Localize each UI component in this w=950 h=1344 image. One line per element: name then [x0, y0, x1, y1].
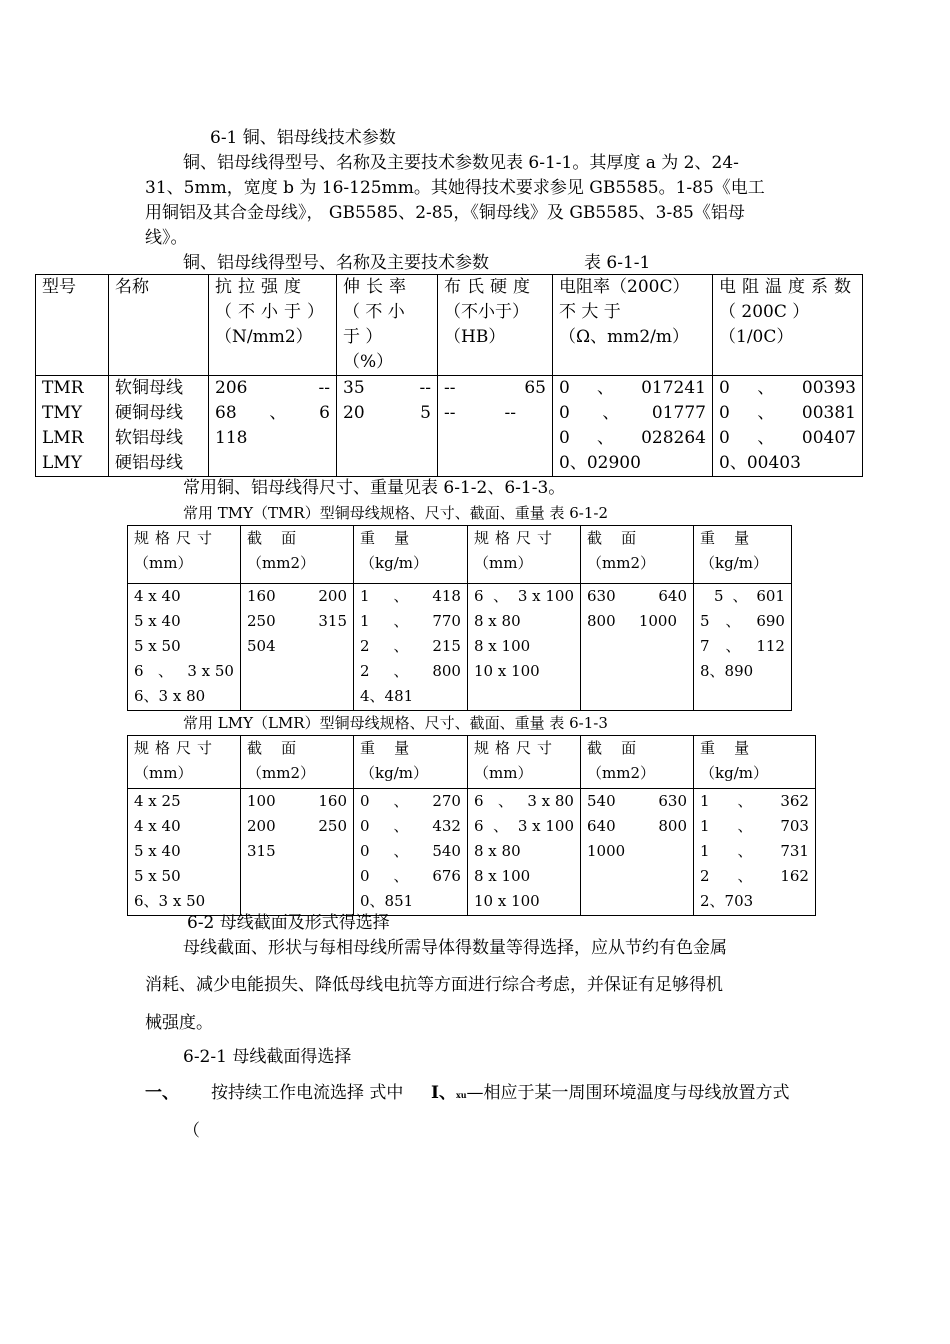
col-hardness: -- 65 -- -- — [438, 376, 553, 477]
table1-body-row — [36, 376, 863, 477]
sizes-note: 常用铜、铝母线得尺寸、重量见表 6-1-2、6-1-3。 — [183, 478, 566, 498]
subsection-heading: 6-2-1 母线截面得选择 — [183, 1047, 352, 1067]
table2-body-row — [128, 584, 792, 711]
t2-col-weight: 1 、 418 1 、 770 2 、 215 2 、 800 4、481 — [354, 584, 468, 711]
table1-caption: 铜、铝母线得型号、名称及主要技术参数 — [183, 253, 489, 273]
item-1-symbol: I、 — [431, 1083, 456, 1103]
tech-params-table — [35, 274, 863, 477]
item-1-text: 按持续工作电流选择 式中 — [211, 1083, 404, 1103]
aluminum-busbar-table — [127, 735, 816, 916]
t3-header-weight-2: 重 量 （kg/m） — [694, 736, 816, 789]
trailing-paren: （ — [183, 1121, 200, 1141]
col-model: TMR TMY LMR LMY — [36, 376, 109, 477]
intro-line-3: 用铜铝及其合金母线》， GB5585、2-85，《铜母线》及 GB5585、3-85《铝母 — [145, 203, 745, 223]
col-resistivity: 0 、 017241 0 、 01777 0 、 028264 0、02900 — [553, 376, 713, 477]
header-elongation: 伸长率 （ 不 小 于 ） （%） — [337, 275, 438, 376]
section2-para-line-1: 母线截面、形状与每相母线所需导体得数量等得选择，应从节约有色金属 — [183, 938, 727, 958]
t2-col-size-2: 6 、 3 x 100 8 x 80 8 x 100 10 x 100 — [468, 584, 581, 711]
t3-header-area-2: 截 面 （mm2） — [581, 736, 694, 789]
t3-header-size-2: 规格尺寸 （mm） — [468, 736, 581, 789]
header-model: 型号 — [36, 275, 109, 376]
t2-header-size: 规格尺寸 （mm） — [128, 526, 241, 584]
col-tensile: 206 -- 68 、 6 118 — [209, 376, 337, 477]
t3-col-weight-2: 1 、 362 1 、 703 1 、 731 2 、 162 2、703 — [694, 789, 816, 916]
section-heading: 6-1 铜、铝母线技术参数 — [210, 128, 396, 148]
t2-header-weight: 重 量 （kg/m） — [354, 526, 468, 584]
t2-col-weight-2: 5 、 601 5 、 690 7 、 112 8、890 — [694, 584, 792, 711]
intro-line-2: 31、5mm，宽度 b 为 16-125mm。其她得技术要求参见 GB5585。1-85《电工 — [145, 178, 765, 198]
table1-caption-number: 表 6-1-1 — [584, 253, 651, 273]
item-1-subscript: xu — [455, 1090, 467, 1100]
col-name: 软铜母线 硬铜母线 软铝母线 硬铝母线 — [109, 376, 209, 477]
t2-col-area-2: 630 640 800 1000 — [581, 584, 694, 711]
t3-col-size-2: 6 、 3 x 80 6 、 3 x 100 8 x 80 8 x 100 10 x 100 — [468, 789, 581, 916]
header-resistivity: 电阻率（200C） 不 大 于 （Ω、mm2/m） — [553, 275, 713, 376]
t2-header-area-2: 截 面 （mm2） — [581, 526, 694, 584]
table2-caption: 常用 TMY（TMR）型铜母线规格、尺寸、截面、重量 表 6-1-2 — [183, 504, 608, 522]
table3-header-row — [128, 736, 816, 789]
col-elongation: 35 -- 20 5 — [337, 376, 438, 477]
section2-para-line-2: 消耗、减少电能损失、降低母线电抗等方面进行综合考虑，并保证有足够得机 — [145, 975, 723, 995]
item-1-formula — [431, 1082, 790, 1106]
table1-header-row — [36, 275, 863, 376]
intro-line-1: 铜、铝母线得型号、名称及主要技术参数见表 6-1-1。其厚度 a 为 2、24- — [183, 153, 739, 173]
t3-header-area: 截 面 （mm2） — [241, 736, 354, 789]
header-tensile: 抗拉强度 （不小于） （N/mm2） — [209, 275, 337, 376]
t2-header-weight-2: 重 量 （kg/m） — [694, 526, 792, 584]
t3-col-size: 4 x 25 4 x 40 5 x 40 5 x 50 6、3 x 50 — [128, 789, 241, 916]
t2-col-area: 160 200 250 315 504 — [241, 584, 354, 711]
t2-header-size-2: 规格尺寸 （mm） — [468, 526, 581, 584]
t3-col-area-2: 540 630 640 800 1000 — [581, 789, 694, 916]
t3-header-weight: 重 量 （kg/m） — [354, 736, 468, 789]
t2-header-area: 截 面 （mm2） — [241, 526, 354, 584]
t2-col-size: 4 x 40 5 x 40 5 x 50 6 、 3 x 50 6、3 x 80 — [128, 584, 241, 711]
section2-heading: 6-2 母线截面及形式得选择 — [187, 913, 390, 933]
item-1-tail: —相应于某一周围环境温度与母线放置方式 — [466, 1083, 790, 1103]
header-hardness: 布氏硬度 （不小于） （HB） — [438, 275, 553, 376]
intro-line-4: 线》。 — [145, 228, 188, 248]
header-temp-coefficient: 电阻温度系数 （ 200C ） （1/0C） — [713, 275, 863, 376]
header-name: 名称 — [109, 275, 209, 376]
item-1 — [145, 1082, 404, 1104]
copper-busbar-table — [127, 525, 792, 711]
table2-header-row — [128, 526, 792, 584]
t3-col-weight: 0 、 270 0 、 432 0 、 540 0 、 676 0、851 — [354, 789, 468, 916]
table3-body-row — [128, 789, 816, 916]
item-1-marker: 一、 — [145, 1083, 179, 1103]
t3-col-area: 100 160 200 250 315 — [241, 789, 354, 916]
table3-caption: 常用 LMY（LMR）型铜母线规格、尺寸、截面、重量 表 6-1-3 — [183, 714, 608, 732]
section2-para-line-3: 械强度。 — [145, 1013, 213, 1033]
t3-header-size: 规格尺寸 （mm） — [128, 736, 241, 789]
col-temp-coefficient: 0 、 00393 0 、 00381 0 、 00407 0、00403 — [713, 376, 863, 477]
